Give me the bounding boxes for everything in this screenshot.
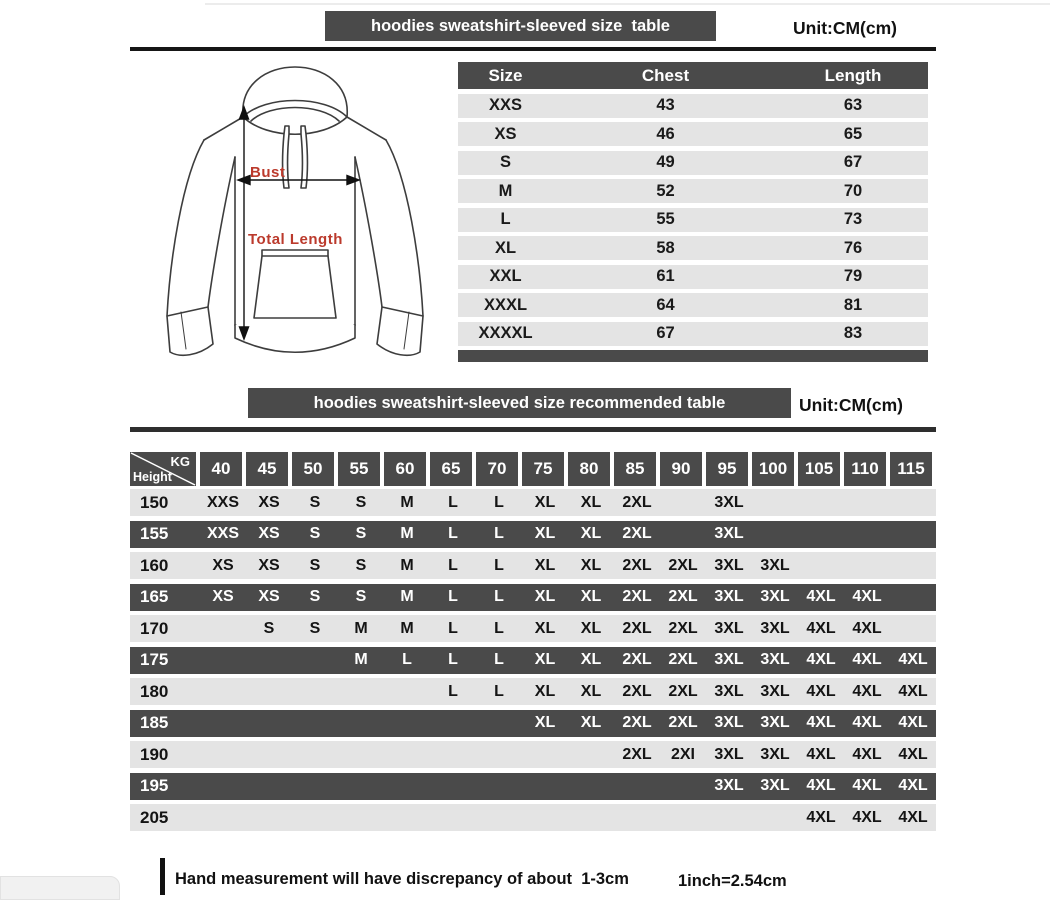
matrix-cell: L: [494, 619, 504, 637]
matrix-cell: 3XL: [714, 714, 744, 731]
matrix-cell: XL: [534, 714, 556, 731]
matrix-row: [130, 521, 936, 548]
matrix-cell: 3XL: [714, 682, 744, 700]
matrix-cell: XL: [534, 682, 556, 700]
matrix-row: [130, 741, 936, 768]
matrix-cell: 4XL: [898, 651, 928, 668]
size-table-column-header: Chest: [641, 65, 690, 85]
matrix-cell: XS: [258, 493, 280, 511]
size-table-cell: 61: [656, 267, 675, 285]
matrix-cell: XL: [580, 493, 602, 511]
matrix-cell: 4XL: [852, 777, 882, 794]
size-table-row: [458, 94, 928, 118]
size-table-cell: 67: [656, 324, 675, 342]
cuff-right: [377, 307, 423, 355]
matrix-cell: XL: [580, 619, 602, 637]
matrix-height-label: 190: [140, 744, 169, 764]
matrix-cell: M: [400, 556, 414, 574]
size-table-body: [458, 94, 928, 346]
matrix-cell: 4XL: [852, 808, 882, 826]
matrix-cell: 2XL: [668, 714, 698, 731]
size-table-row: [458, 122, 928, 146]
size-table-row: [458, 179, 928, 203]
matrix-cell: 4XL: [806, 808, 836, 826]
matrix-cell: XL: [534, 493, 556, 511]
matrix-cell: S: [309, 619, 321, 637]
matrix-cell: 3XL: [714, 651, 744, 668]
matrix-cell: 4XL: [898, 808, 928, 826]
matrix-cell: 4XL: [898, 714, 928, 731]
matrix-cell: 3XL: [760, 619, 790, 637]
matrix-cell: S: [309, 556, 321, 574]
inch-conversion-note: 1inch=2.54cm: [678, 872, 787, 890]
matrix-cell: 4XL: [898, 777, 928, 794]
matrix-cell: L: [494, 682, 504, 700]
size-table-row: [458, 236, 928, 260]
size-table-cell: 46: [656, 124, 675, 143]
matrix-cell: 4XL: [852, 745, 882, 763]
size-table-row: [458, 265, 928, 289]
matrix-cell: 2XL: [668, 588, 698, 605]
section2-title: hoodies sweatshirt-sleeved size recommended table: [248, 388, 791, 418]
matrix-cell: 3XL: [714, 619, 744, 637]
note-accent-bar: [160, 858, 165, 895]
matrix-cell: 3XL: [760, 745, 790, 763]
matrix-row: [130, 773, 936, 800]
size-table-cell: XXXL: [483, 295, 528, 314]
size-table-row: [458, 322, 928, 346]
matrix-cell: M: [400, 619, 414, 637]
matrix-weight-header: 105: [798, 452, 840, 486]
matrix-cell: M: [354, 619, 368, 637]
size-table: [458, 62, 928, 362]
matrix-cell: 2XL: [622, 556, 652, 574]
matrix-cell: 3XL: [760, 588, 790, 605]
matrix-weight-header: 110: [844, 452, 886, 486]
matrix-body: [130, 489, 936, 831]
drawstring-right: [301, 126, 308, 188]
matrix-cell: L: [448, 556, 458, 574]
matrix-cell: L: [402, 651, 412, 668]
size-table-row: [458, 208, 928, 232]
matrix-cell: XS: [212, 556, 234, 574]
matrix-cell: 4XL: [806, 651, 836, 668]
size-table-cell: 52: [656, 181, 675, 200]
size-table-header: [458, 62, 928, 89]
matrix-row: [130, 647, 936, 674]
matrix-cell: 2XL: [622, 682, 652, 700]
size-table-cell: 65: [843, 124, 863, 143]
size-table-cell: 55: [656, 210, 675, 228]
matrix-height-label: 165: [140, 587, 169, 606]
matrix-row: [130, 552, 936, 579]
corner-height-label: Height: [133, 470, 172, 484]
matrix-height-label: 155: [140, 524, 169, 543]
size-table-cell: XXXXL: [478, 324, 533, 342]
matrix-cell: M: [400, 588, 414, 605]
matrix-cell: XL: [580, 525, 602, 542]
section2-unit-label: Unit:CM(cm): [799, 395, 904, 415]
matrix-height-label: 185: [140, 713, 169, 732]
matrix-cell: 2XL: [668, 619, 698, 637]
matrix-cell: XL: [534, 525, 556, 542]
top-divider-line: [205, 3, 1050, 5]
matrix-cell: 4XL: [806, 588, 836, 605]
size-table-column-header: Size: [488, 65, 523, 85]
size-table-cell: 73: [843, 210, 863, 228]
matrix-cell: 2XL: [622, 651, 652, 668]
matrix-cell: M: [400, 525, 414, 542]
size-table-cell: XXS: [488, 96, 523, 114]
matrix-cell: 4XL: [806, 619, 836, 637]
size-table-cell: S: [499, 153, 511, 171]
matrix-weight-header: 50: [292, 452, 334, 486]
matrix-cell: 4XL: [806, 714, 836, 731]
matrix-cell: S: [309, 525, 321, 542]
matrix-weight-header: 60: [384, 452, 426, 486]
recommended-size-matrix: [130, 452, 936, 836]
matrix-corner-cell: [130, 452, 196, 486]
matrix-cell: XS: [258, 588, 280, 605]
matrix-weight-header: 115: [890, 452, 932, 486]
matrix-cell: S: [355, 493, 367, 511]
matrix-cell: 3XL: [760, 777, 790, 794]
matrix-cell: L: [448, 525, 458, 542]
matrix-cell: XXS: [206, 525, 239, 542]
matrix-height-label: 170: [140, 618, 169, 638]
matrix-cell: 3XL: [760, 714, 790, 731]
total-length-label: Total Length: [248, 231, 343, 248]
matrix-cell: 4XL: [852, 682, 882, 700]
matrix-cell: 3XL: [714, 745, 744, 763]
matrix-weight-header: 75: [522, 452, 564, 486]
matrix-cell: S: [309, 588, 321, 605]
matrix-weight-header: 45: [246, 452, 288, 486]
matrix-height-label: 180: [140, 681, 169, 701]
matrix-weight-header: 80: [568, 452, 610, 486]
size-table-cell: 43: [656, 96, 675, 114]
matrix-row: [130, 615, 936, 642]
matrix-cell: 4XL: [852, 619, 882, 637]
matrix-cell: 4XL: [806, 682, 836, 700]
matrix-cell: 2XL: [622, 619, 652, 637]
size-table-row: [458, 151, 928, 175]
matrix-cell: 3XL: [714, 525, 744, 542]
size-table-cell: 81: [843, 295, 863, 314]
matrix-weight-header: 85: [614, 452, 656, 486]
matrix-cell: L: [494, 651, 504, 668]
matrix-cell: 4XL: [806, 745, 836, 763]
matrix-cell: 2XL: [622, 714, 652, 731]
matrix-row: [130, 584, 936, 611]
size-table-cell: 58: [656, 238, 675, 257]
matrix-cell: XS: [212, 588, 234, 605]
matrix-cell: L: [494, 525, 504, 542]
cuff-left: [167, 307, 213, 355]
pocket: [254, 250, 336, 318]
matrix-weight-header: 40: [200, 452, 242, 486]
size-table-cell: 67: [843, 153, 863, 171]
matrix-cell: L: [494, 588, 504, 605]
bust-label: Bust: [250, 164, 286, 181]
matrix-cell: XL: [534, 619, 556, 637]
matrix-header-row: [130, 452, 936, 486]
section2-rule: [130, 427, 936, 432]
matrix-height-label: 175: [140, 650, 169, 669]
matrix-cell: XL: [580, 682, 602, 700]
matrix-cell: L: [448, 651, 458, 668]
matrix-cell: XL: [580, 651, 602, 668]
matrix-cell: 2XL: [622, 588, 652, 605]
size-table-footer-bar: [458, 350, 928, 362]
matrix-cell: L: [448, 493, 458, 511]
matrix-cell: XL: [534, 556, 556, 574]
bottom-left-card-edge: [0, 876, 120, 900]
matrix-cell: XL: [534, 588, 556, 605]
size-table-cell: XL: [494, 238, 517, 257]
matrix-cell: S: [309, 493, 321, 511]
matrix-cell: S: [355, 588, 367, 605]
matrix-height-label: 195: [140, 776, 169, 795]
matrix-cell: 4XL: [898, 745, 928, 763]
matrix-cell: 2XL: [622, 745, 652, 763]
matrix-cell: XL: [534, 651, 556, 668]
matrix-cell: XL: [580, 556, 602, 574]
size-table-row: [458, 293, 928, 317]
size-table-cell: 83: [843, 324, 863, 342]
matrix-weight-header: 70: [476, 452, 518, 486]
matrix-cell: 3XL: [760, 651, 790, 668]
matrix-cell: 2XL: [668, 682, 698, 700]
matrix-cell: 4XL: [852, 588, 882, 605]
size-table-cell: 63: [843, 96, 863, 114]
matrix-cell: 3XL: [714, 493, 744, 511]
matrix-cell: 2XL: [668, 556, 698, 574]
section1-unit-label: Unit:CM(cm): [793, 18, 898, 38]
matrix-cell: 3XL: [714, 556, 744, 574]
matrix-cell: S: [355, 525, 367, 542]
matrix-cell: L: [448, 588, 458, 605]
matrix-cell: 2XL: [622, 493, 652, 511]
matrix-cell: 4XL: [852, 714, 882, 731]
matrix-cell: 2XL: [622, 525, 652, 542]
matrix-weight-header: 55: [338, 452, 380, 486]
matrix-cell: XL: [580, 588, 602, 605]
matrix-cell: 2XI: [670, 745, 695, 763]
section1-title: hoodies sweatshirt-sleeved size table: [325, 11, 716, 41]
size-table-cell: 79: [843, 267, 863, 285]
size-table-cell: 64: [656, 295, 675, 314]
hoodie-diagram: [140, 60, 450, 382]
matrix-cell: XL: [580, 714, 602, 731]
matrix-weight-header: 90: [660, 452, 702, 486]
matrix-weight-header: 95: [706, 452, 748, 486]
matrix-cell: L: [494, 493, 504, 511]
matrix-row: [130, 489, 936, 516]
matrix-cell: L: [448, 682, 458, 700]
size-table-cell: 49: [656, 153, 675, 171]
matrix-cell: S: [263, 619, 275, 637]
matrix-cell: 4XL: [898, 682, 928, 700]
matrix-cell: XS: [258, 525, 280, 542]
matrix-cell: M: [354, 651, 368, 668]
size-table-cell: 76: [843, 238, 863, 257]
matrix-height-label: 160: [140, 555, 169, 575]
matrix-cell: 3XL: [714, 777, 744, 794]
matrix-weight-header: 100: [752, 452, 794, 486]
hem-band: [235, 325, 355, 352]
matrix-height-label: 205: [140, 807, 169, 827]
hood-outline: [243, 67, 347, 117]
size-table-cell: XXL: [489, 267, 522, 285]
matrix-cell: L: [494, 556, 504, 574]
matrix-height-label: 150: [140, 492, 169, 512]
matrix-cell: M: [400, 493, 414, 511]
matrix-cell: 3XL: [714, 588, 744, 605]
matrix-cell: 4XL: [806, 777, 836, 794]
matrix-cell: XXS: [206, 493, 239, 511]
matrix-cell: 3XL: [760, 682, 790, 700]
size-table-cell: L: [500, 210, 511, 228]
matrix-row: [130, 804, 936, 831]
matrix-cell: 4XL: [852, 651, 882, 668]
size-table-cell: 70: [843, 181, 863, 200]
size-table-cell: XS: [494, 124, 517, 143]
measurement-note: Hand measurement will have discrepancy of about 1-3cm: [175, 870, 629, 888]
section1-rule: [130, 47, 936, 51]
matrix-cell: 2XL: [668, 651, 698, 668]
corner-kg-label: KG: [170, 454, 190, 469]
matrix-row: [130, 678, 936, 705]
matrix-weight-headers: [200, 452, 932, 486]
size-table-column-header: Length: [824, 65, 882, 85]
matrix-row: [130, 710, 936, 737]
matrix-weight-header: 65: [430, 452, 472, 486]
size-table-cell: M: [498, 181, 513, 200]
matrix-cell: XS: [258, 556, 280, 574]
matrix-cell: S: [355, 556, 367, 574]
matrix-cell: L: [448, 619, 458, 637]
matrix-cell: 3XL: [760, 556, 790, 574]
